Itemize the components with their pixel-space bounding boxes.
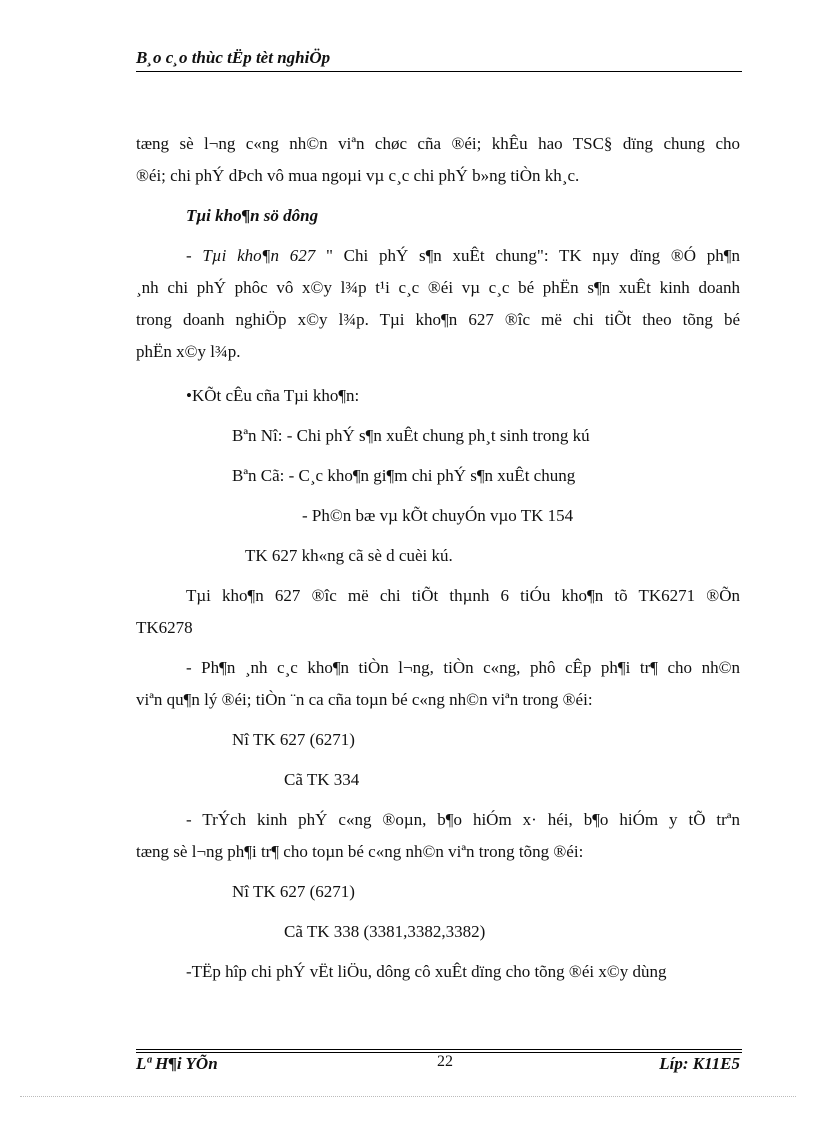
body-line-14: TK6278 [136, 618, 193, 637]
body-line-5: ¸nh chi phÝ phôc vô x©y l¾p t¹i c¸c ®éi vµ c¸c bé phËn s¶n xuÊt kinh doanh [136, 278, 740, 297]
credit-side: Bªn Cã: - C¸c kho¶n gi¶m chi phÝ s¶n xuÊt chung [232, 466, 576, 485]
body-line-7: phËn x©y l¾p. [136, 342, 241, 361]
entry-debit-1: Nî TK 627 (6271) [232, 730, 355, 749]
body-line-19: - TrÝch kinh phÝ c«ng ®oµn, b¶o hiÓm x· héi, b¶o hiÓm y tÕ trªn [186, 810, 740, 829]
body-line-15: - Ph¶n ¸nh c¸c kho¶n tiÒn l¬ng, tiÒn c«ng, phô cÊp ph¶i tr¶ cho nh©n [186, 658, 740, 677]
account-name: - Tµi kho¶n 627 [186, 246, 316, 265]
section-heading: Tµi kho¶n sö dông [186, 206, 319, 225]
body-line-4 [186, 240, 740, 272]
balance-note: TK 627 kh«ng cã sè d cuèi kú. [245, 546, 453, 565]
footer-author: Lª H¶i YÕn [136, 1054, 218, 1073]
document-header: B¸o c¸o thùc tËp tèt nghiÖp [136, 48, 331, 67]
footer-rule [136, 1049, 742, 1050]
body-line-16: viªn qu¶n lý ®éi; tiÒn ¨n ca cña toµn bé c«ng nh©n viªn trong ®éi: [136, 690, 593, 709]
entry-credit-2: Cã TK 338 (3381,3382,3382) [284, 922, 486, 941]
entry-credit-1: Cã TK 334 [284, 770, 360, 789]
body-line-2: ®éi; chi phÝ dÞch vô mua ngoµi vµ c¸c chi phÝ b»ng tiÒn kh¸c. [136, 166, 580, 185]
body-line-23: -TËp hîp chi phÝ vËt liÖu, dông cô xuÊt dïng cho tõng ®éi x©y dùng [186, 962, 667, 981]
entry-debit-2: Nî TK 627 (6271) [232, 882, 355, 901]
body-line-6: trong doanh nghiÖp x©y l¾p. Tµi kho¶n 627 ®îc më chi tiÕt theo tõng bé [136, 310, 740, 329]
account-description: " Chi phÝ s¶n xuÊt chung": TK nµy dïng ®Ó ph¶n [315, 246, 740, 265]
footer-class: Líp: K11E5 [659, 1054, 740, 1073]
header-rule [136, 71, 742, 72]
page-boundary [20, 1096, 796, 1097]
structure-heading: •KÕt cÊu cña Tµi kho¶n: [186, 386, 360, 405]
body-line-1: tæng sè l¬ng c«ng nh©n viªn chøc cña ®éi; khÊu hao TSC§ dïng chung cho [136, 134, 740, 153]
debit-side: Bªn Nî: - Chi phÝ s¶n xuÊt chung ph¸t sinh trong kú [232, 426, 590, 445]
body-line-13: Tµi kho¶n 627 ®îc më chi tiÕt thµnh 6 tiÓu kho¶n tõ TK6271 ®Õn [186, 586, 740, 605]
page-number: 22 [437, 1053, 453, 1070]
body-line-20: tæng sè l¬ng ph¶i tr¶ cho toµn bé c«ng nh©n viªn trong tõng ®éi: [136, 842, 584, 861]
credit-side-2: - Ph©n bæ vµ kÕt chuyÓn vµo TK 154 [302, 506, 574, 525]
